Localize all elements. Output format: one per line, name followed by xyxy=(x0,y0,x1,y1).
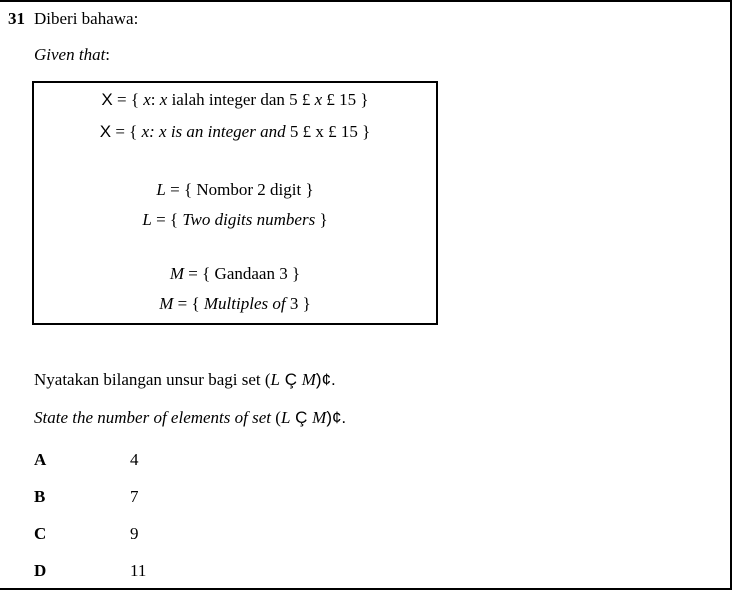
equals-brace: = { xyxy=(165,180,197,199)
expr-open: ( xyxy=(275,408,281,427)
option-c-letter: C xyxy=(34,524,47,543)
option-a-letter: A xyxy=(34,450,47,469)
set-L-name: L xyxy=(142,210,152,229)
set-L-malay-text: Nombor 2 digit } xyxy=(196,180,314,199)
expr-M: M xyxy=(301,370,316,389)
statement-malay-text: Nyatakan bilangan unsur bagi set xyxy=(34,370,265,389)
option-b-value: 7 xyxy=(130,487,139,506)
option-a-value: 4 xyxy=(130,450,139,469)
option-d-letter: D xyxy=(34,561,47,580)
question-intro-malay: Diberi bahawa: xyxy=(34,9,139,28)
option-d-value: 11 xyxy=(130,561,147,580)
set-L-english xyxy=(34,210,436,230)
set-M-english-num: 3 } xyxy=(285,294,311,313)
question-intro-english xyxy=(34,45,110,65)
question-number: 31 xyxy=(8,9,25,28)
page-top-border xyxy=(0,0,732,2)
set-M-name: M xyxy=(169,264,185,283)
equals-brace: = { xyxy=(173,294,204,313)
equals-brace: = { xyxy=(151,210,183,229)
set-definitions-box xyxy=(32,81,438,325)
equals-brace: = { xyxy=(184,264,215,283)
colon: : xyxy=(150,90,160,109)
universal-set-malay xyxy=(34,90,436,110)
expr-intersect: Ç xyxy=(290,408,313,427)
expr-L: L xyxy=(270,370,280,389)
expr-intersect: Ç xyxy=(280,370,302,389)
universal-set-english xyxy=(34,122,436,142)
universal-set-malay-text: ialah integer dan 5 £ xyxy=(167,90,315,109)
expr-M: M xyxy=(312,408,327,427)
option-b-letter: B xyxy=(34,487,46,506)
expr-L: L xyxy=(280,408,291,427)
universal-set-malay-tail: £ 15 } xyxy=(322,90,369,109)
set-L-name: L xyxy=(156,180,166,199)
equals-brace: = { xyxy=(111,122,142,141)
var-x: x xyxy=(143,90,151,109)
equals-brace: = { xyxy=(112,90,144,109)
var-x: x xyxy=(314,90,323,109)
set-M-english-text: Multiples of xyxy=(203,294,286,313)
var-x: x xyxy=(159,90,168,109)
set-M-english xyxy=(34,294,436,314)
set-L-malay xyxy=(34,180,436,200)
set-M-name: M xyxy=(159,294,174,313)
expr-close: )¢. xyxy=(315,370,336,389)
xi-symbol: X xyxy=(99,122,112,141)
intro-english-colon: : xyxy=(105,45,111,64)
statement-english-text: State the number of elements of set xyxy=(34,408,276,427)
intro-english-text: Given that xyxy=(34,45,106,64)
expr-open: ( xyxy=(264,370,271,389)
xi-symbol: X xyxy=(101,90,113,109)
universal-set-english-tail: 5 £ x £ 15 } xyxy=(285,122,371,141)
statement-malay xyxy=(34,370,336,390)
universal-set-english-body: x: x is an integer and xyxy=(141,122,286,141)
option-c-value: 9 xyxy=(130,524,139,543)
set-M-malay xyxy=(34,264,436,284)
close-brace: } xyxy=(315,210,328,229)
set-L-english-text: Two digits numbers xyxy=(182,210,316,229)
expr-close: )¢. xyxy=(326,408,347,427)
statement-english xyxy=(34,408,346,428)
set-M-malay-text: Gandaan 3 } xyxy=(214,264,301,283)
